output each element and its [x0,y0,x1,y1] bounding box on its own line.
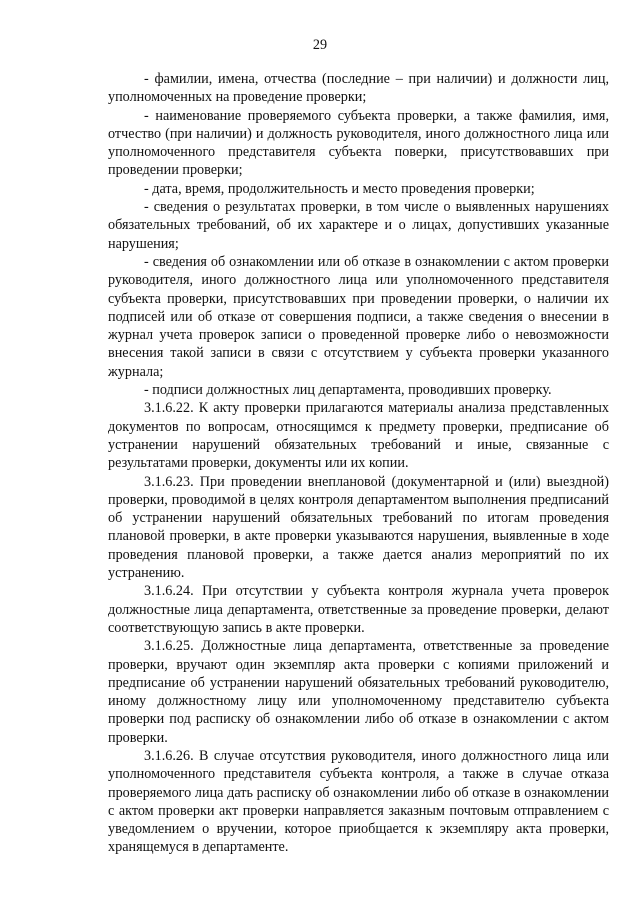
list-item-signatures: - подписи должностных лиц департамента, проводивших проверку. [144,382,552,399]
clause-3-1-6-22: 3.1.6.22. К акту проверки прилагаются материалы анализа представленных документов по вопросам, относящимся к предмету проверки, предписание об устранении нарушений обязательных требований и иные, связанные с результатами проверки, документы или их копии. [108,400,609,472]
list-item-names-of-inspectors: - фамилии, имена, отчества (последние – при наличии) и должности лиц, уполномоченных на проведение проверки; [108,71,609,106]
clause-3-1-6-26: 3.1.6.26. В случае отсутствия руководителя, иного должностного лица или уполномоченного представителя субъекта контроля, а также в случае отказа проверяемого лица дать расписку об ознакомлении либо об отказе в ознакомлении с актом проверки акт проверки направляется заказным почтовым отправлением с уведомлением о вручении, которое приобщается к экземпляру акта проверки, хранящемуся в департаменте. [108,747,609,856]
list-item-inspected-entity: - наименование проверяемого субъекта проверки, а также фамилия, имя, отчество (при наличии) и должность руководителя, иного должностного лица или уполномоченного представителя субъекта поверки, присутствовавших при проведении проверки; [108,107,609,179]
clause-3-1-6-24: 3.1.6.24. При отсутствии у субъекта контроля журнала учета проверок должностные лица департамента, ответственные за проведение проверки, делают соответствующую запись в акте проверки. [108,583,609,636]
list-item-inspection-results: - сведения о результатах проверки, в том числе о выявленных нарушениях обязательных требований, об их характере и о лицах, допустивших указанные нарушения; [108,199,609,252]
list-item-acknowledgement-info: - сведения об ознакомлении или об отказе в ознакомлении с актом проверки руководителя, иного должностного лица или уполномоченного представителя субъекта проверки, присутствовавших при проведении проверки, о наличии их подписей или об отказе от совершения подписи, а также сведения о внесении в журнал учета проверок записи о проведенной проверке либо о невозможности внесения такой записи в связи с отсутствием у субъекта проверки указанного журнала; [108,253,609,380]
clause-3-1-6-23: 3.1.6.23. При проведении внеплановой (документарной и (или) выездной) проверки, проводимой в целях контроля департаментом выполнения предписаний об устранении нарушений обязательных требований по итогам проведения плановой проверки, в акте проверки указываются нарушения, выявленные в ходе проведения плановой проверки, а также дается анализ мероприятий по их устранению. [108,473,609,582]
page-number: 29 [312,37,328,53]
document-body [108,70,609,857]
list-item-date-time-place: - дата, время, продолжительность и место проведения проверки; [144,180,535,197]
clause-3-1-6-25: 3.1.6.25. Должностные лица департамента, ответственные за проведение проверки, вручают один экземпляр акта проверки с копиями приложений и предписание об устранении нарушений обязательных требований руководителю, иному должностному лицу или уполномоченному представителю субъекта проверки под расписку об ознакомлении либо об отказе в ознакомлении с актом проверки. [108,638,609,746]
